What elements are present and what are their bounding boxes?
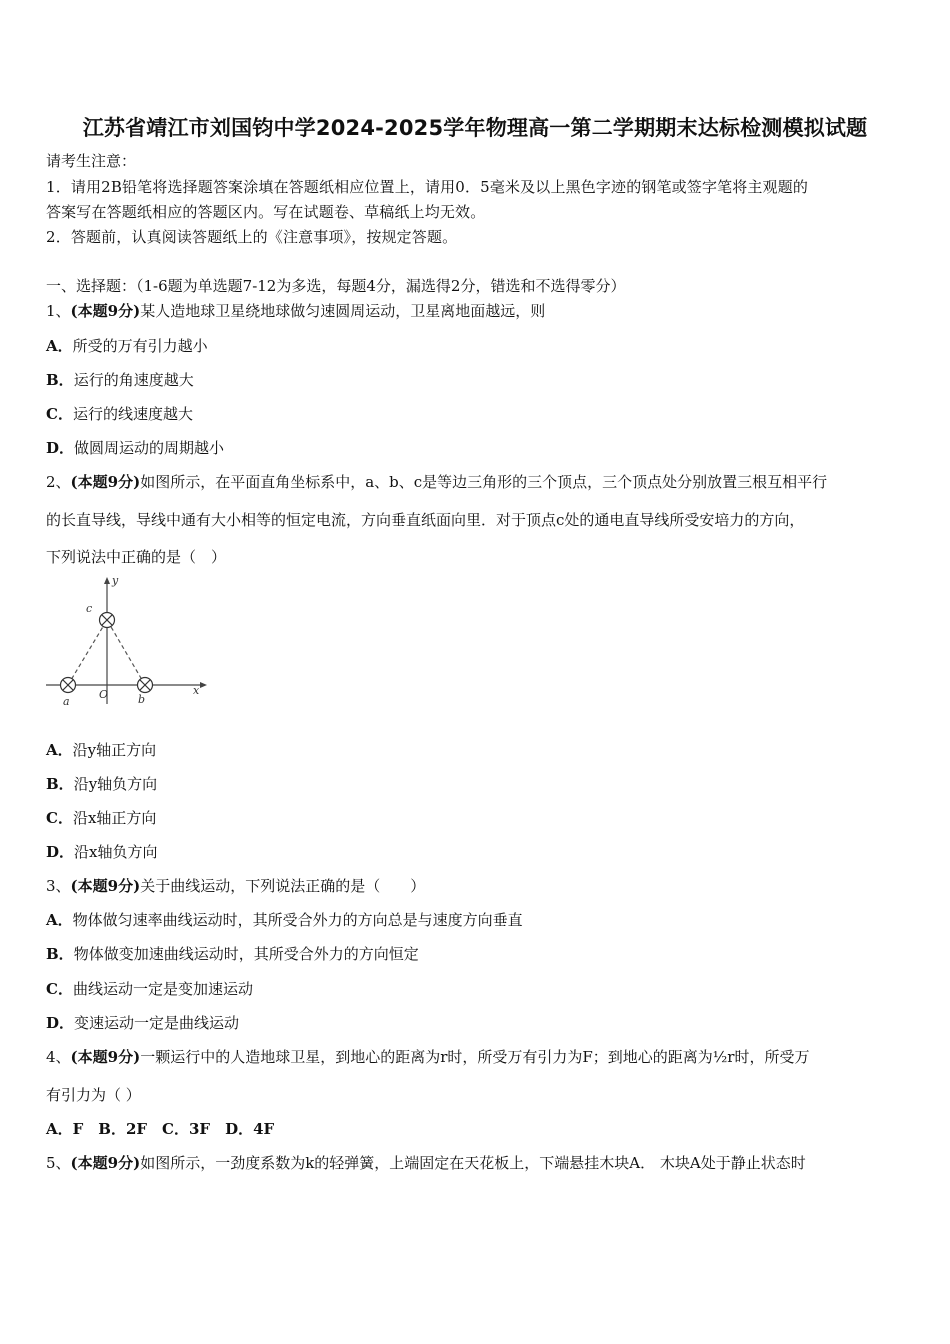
question-4-line-2: 有引力为（ ）: [46, 1086, 141, 1104]
question-stem: 如图所示，一劲度系数为k的轻弹簧，上端固定在天花板上，下端悬挂木块A． 木块A处于静止状态时: [140, 1154, 806, 1172]
x-axis-arrow: [200, 682, 207, 688]
label-c: c: [86, 602, 93, 615]
question-stem: 一颗运行中的人造地球卫星，到地心的距离为r时，所受万有引力为F；到地心的距离为½r时，所受万: [140, 1048, 810, 1066]
option-letter: B．: [46, 371, 74, 389]
question-score: (本题9分): [70, 302, 141, 320]
option-text: 所受的万有引力越小: [72, 337, 208, 355]
question-3: [46, 876, 425, 896]
question-number: 2、: [46, 473, 71, 491]
page-title: 江苏省靖江市刘国钧中学2024-2025学年物理高一第二学期期末达标检测模拟试题: [82, 116, 868, 140]
q4-options: A．F B．2F C．3F D．4F: [46, 1120, 275, 1138]
q2-option-a: [46, 740, 156, 760]
notice-item-2: 2．答题前，认真阅读答题纸上的《注意事项》，按规定答题。: [46, 228, 458, 246]
question-number: 5、: [46, 1154, 71, 1172]
q3-option-a: [46, 910, 523, 930]
q3-option-b: [46, 944, 419, 964]
option-letter: C．: [46, 980, 73, 998]
question-number: 1、: [46, 302, 71, 320]
notice-item-1: 1．请用2B铅笔将选择题答案涂填在答题纸相应位置上，请用0．5毫米及以上黑色字迹的钢笔或签字笔将主观题的: [46, 178, 809, 196]
notice-item-1-cont: 答案写在答题纸相应的答题区内。写在试题卷、草稿纸上均无效。: [46, 203, 486, 221]
option-letter: D．: [46, 1014, 75, 1032]
wire-b-icon: [138, 678, 153, 693]
wire-a-icon: [61, 678, 76, 693]
q1-option-c: [46, 404, 193, 424]
question-4: [46, 1047, 809, 1067]
section-header: 一、选择题：（1-6题为单选题7-12为多选，每题4分，漏选得2分，错选和不选得零分）: [46, 277, 626, 295]
question-number: 3、: [46, 877, 71, 895]
question-2-line-2: 的长直导线，导线中通有大小相等的恒定电流，方向垂直纸面向里．对于顶点c处的通电直导线所受安培力的方向，: [46, 511, 805, 529]
option-text: 物体做变加速曲线运动时，其所受合外力的方向恒定: [73, 945, 419, 963]
question-2-line-3: 下列说法中正确的是（ ）: [46, 548, 227, 566]
option-letter: B．: [46, 775, 74, 793]
q2-option-d: [46, 842, 157, 862]
option-text: 沿y轴正方向: [72, 741, 157, 759]
question-1: [46, 301, 545, 321]
label-y: y: [112, 574, 119, 587]
label-b: b: [138, 693, 146, 706]
q1-option-d: [46, 438, 224, 458]
q3-option-d: [46, 1013, 239, 1033]
notice-heading: 请考生注意：: [46, 152, 137, 170]
option-letter: C．: [46, 405, 73, 423]
option-text: 沿x轴负方向: [74, 843, 158, 861]
label-o: O: [99, 688, 109, 701]
option-letter: A．: [46, 337, 73, 355]
option-letter: D．: [46, 843, 75, 861]
question-score: (本题9分): [70, 877, 141, 895]
option-text: 沿x轴正方向: [72, 809, 157, 827]
option-letter: C．: [46, 809, 73, 827]
q2-figure: [40, 574, 210, 712]
option-text: 物体做匀速率曲线运动时，其所受合外力的方向总是与速度方向垂直: [72, 911, 523, 929]
label-x: x: [193, 684, 200, 697]
option-text: 运行的线速度越大: [72, 405, 193, 423]
question-stem: 关于曲线运动，下列说法正确的是（ ）: [140, 877, 426, 895]
q2-option-b: [46, 774, 157, 794]
side-ac: [68, 620, 107, 685]
question-stem: 某人造地球卫星绕地球做匀速圆周运动，卫星离地面越远，则: [140, 302, 546, 320]
question-score: (本题9分): [70, 1154, 141, 1172]
option-letter: D．: [46, 439, 75, 457]
q2-option-c: [46, 808, 156, 828]
question-number: 4、: [46, 1048, 71, 1066]
q3-option-c: [46, 979, 253, 999]
option-text: 变速运动一定是曲线运动: [74, 1014, 240, 1032]
option-letter: A．: [46, 741, 73, 759]
question-5: [46, 1153, 806, 1173]
option-text: 做圆周运动的周期越小: [74, 439, 225, 457]
label-a: a: [63, 695, 70, 708]
question-score: (本题9分): [70, 1048, 141, 1066]
option-text: 运行的角速度越大: [73, 371, 194, 389]
option-letter: B．: [46, 945, 74, 963]
option-letter: A．: [46, 911, 73, 929]
wire-c-icon: [100, 613, 115, 628]
side-bc: [107, 620, 145, 685]
y-axis-arrow: [104, 577, 110, 584]
question-2: [46, 472, 827, 492]
q1-option-b: [46, 370, 194, 390]
question-score: (本题9分): [70, 473, 141, 491]
question-stem: 如图所示，在平面直角坐标系中，a、b、c是等边三角形的三个顶点，三个顶点处分别放置三根互相平行: [140, 473, 828, 491]
option-text: 沿y轴负方向: [73, 775, 158, 793]
q1-option-a: [46, 336, 208, 356]
option-text: 曲线运动一定是变加速运动: [72, 980, 253, 998]
